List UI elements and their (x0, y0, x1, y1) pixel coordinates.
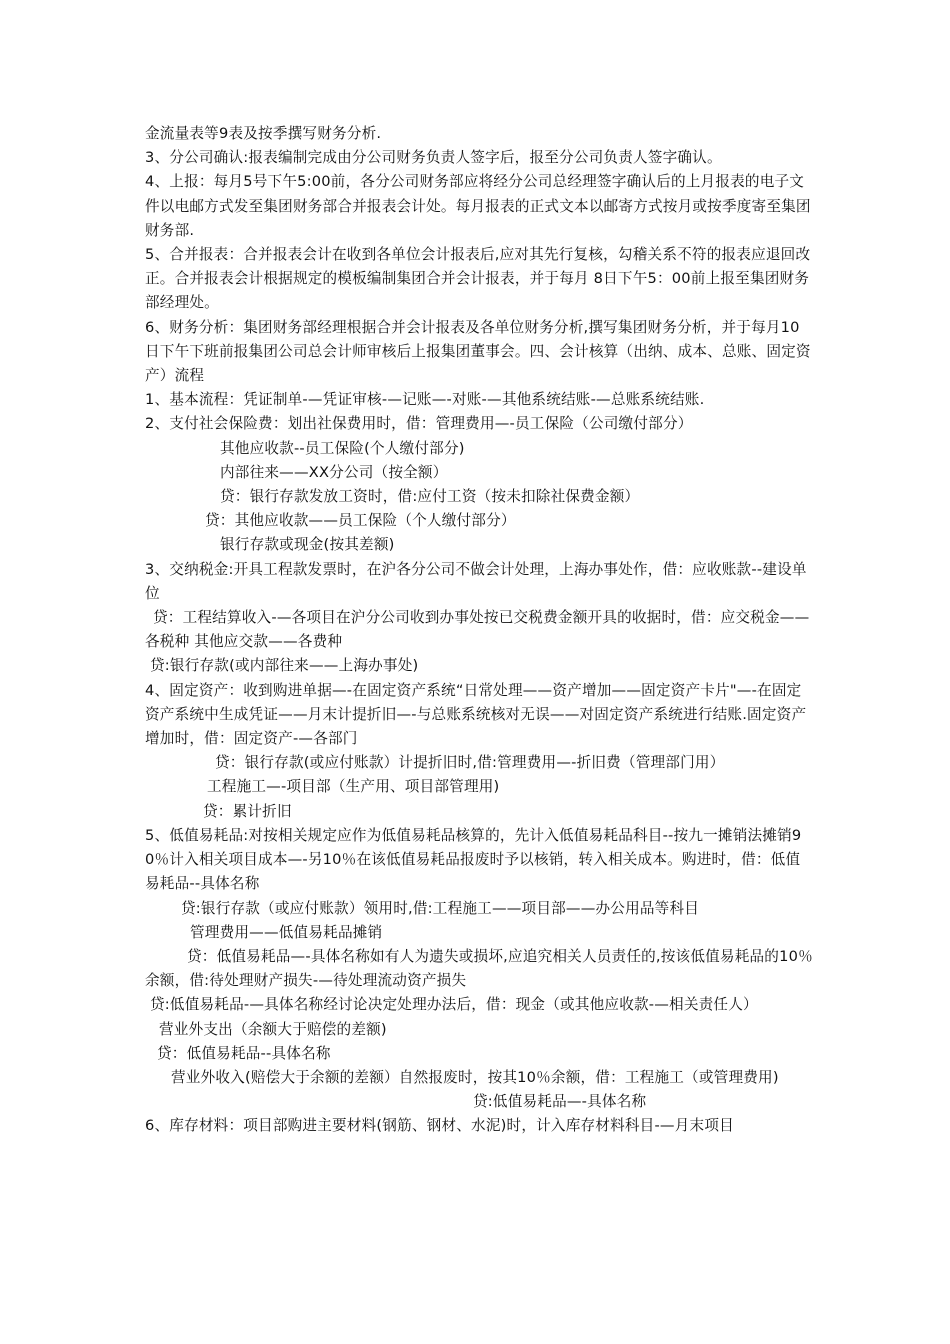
text-line: 营业外支出（余额大于赔偿的差额) (159, 1020, 387, 1038)
paragraph: 贷:低值易耗品-—具体名称经讨论决定处理办法后，借：现金（或其他应收款-—相关责任人） (150, 996, 758, 1014)
text-line: 工程施工—-项目部（生产用、项目部管理用) (207, 778, 500, 796)
paragraph: 6、财务分析：集团财务部经理根据合并会计报表及各单位财务分析,撰写集团财务分析，并于每月10日下午下班前报集团公司总会计师审核后上报集团董事会。四、会计核算（出纳、成本、总账、固定资产）流程 (145, 318, 811, 385)
text-line: 贷：银行存款(或应付账款）计提折旧时,借:管理费用—-折旧费（管理部门用） (215, 754, 725, 772)
text-line: 贷：银行存款发放工资时，借:应付工资（按未扣除社保费金额） (220, 488, 640, 506)
text-line: 贷:低值易耗品—-具体名称 (473, 1093, 647, 1111)
text-line: 金流量表等9表及按季撰写财务分析. (145, 125, 382, 142)
text-line: 贷：累计折旧 (203, 802, 292, 820)
text-line: 贷:银行存款(或内部往来——上海办事处) (150, 657, 419, 675)
paragraph: 4、固定资产：收到购进单据—-在固定资产系统“日常处理——资产增加——固定资产卡片"—-在固定资产系统中生成凭证——月末计提折旧—-与总账系统核对无误——对固定资产系统进行结账.固定资产增加时，借：固定资产-—各部门 (145, 681, 807, 748)
paragraph: 营业外收入(赔偿大于余额的差额）自然报废时，按其10％余额，借：工程施工（或管理费用) (171, 1068, 779, 1086)
text-line: 内部往来——XX分公司（按全额） (220, 463, 448, 481)
document-body (145, 122, 813, 1139)
text-line: 3、分公司确认:报表编制完成由分公司财务负责人签字后，报至分公司负责人签字确认。 (145, 149, 722, 167)
text-line: 贷:银行存款（或应付账款）领用时,借:工程施工——项目部——办公用品等科目 (181, 899, 700, 917)
paragraph: 贷：低值易耗品—-具体名称如有人为遗失或损坏,应追究相关人员责任的,按该低值易耗品的10％余额，借:待处理财产损失-—待处理流动资产损失 (145, 947, 813, 990)
paragraph: 贷：工程结算收入-—各项目在沪分公司收到办事处按已交税费金额开具的收据时，借：应交税金——各税种 其他应交款——各费种 (145, 609, 810, 651)
text-line: 1、基本流程：凭证制单-—凭证审核-—记账—-对账-—其他系统结账-—总账系统结账. (145, 391, 705, 409)
text-line: 管理费用——低值易耗品摊销 (190, 923, 383, 941)
paragraph: 4、上报：每月5号下午5:00前，各分公司财务部应将经分公司总经理签字确认后的上月报表的电子文件以电邮方式发至集团财务部合并报表会计处。每月报表的正式文本以邮寄方式按月或按季度寄至集团财务部. (145, 173, 811, 239)
paragraph: 5、低值易耗品:对按相关规定应作为低值易耗品核算的，先计入低值易耗品科目--按九一摊销法摊销90％计入相关项目成本—-另10％在该低值易耗品报废时予以核销，转入相关成本。购进时，借：低值易耗品--具体名称 (145, 826, 802, 893)
text-line: 贷：其他应收款——员工保险（个人缴付部分） (205, 512, 516, 530)
text-line: 6、库存材料：项目部购进主要材料(钢筋、钢材、水泥)时，计入库存材料科目-—月末项目 (145, 1117, 734, 1135)
text-line: 2、支付社会保险费：划出社保费用时，借：管理费用—-员工保险（公司缴付部分） (145, 415, 693, 433)
text-line: 银行存款或现金(按其差额) (220, 536, 395, 554)
text-line: 贷：低值易耗品--具体名称 (157, 1044, 331, 1062)
paragraph: 5、合并报表：合并报表会计在收到各单位会计报表后,应对其先行复核，勾稽关系不符的报表应退回改正。合并报表会计根据规定的模板编制集团合并会计报表，并于每月 8日下午5：00前上报至集团财务部经理处。 (145, 246, 811, 312)
text-line: 其他应收款--员工保险(个人缴付部分) (220, 439, 465, 457)
paragraph: 3、交纳税金:开具工程款发票时，在沪各分公司不做会计处理，上海办事处作，借：应收账款--建设单位 (145, 560, 807, 602)
